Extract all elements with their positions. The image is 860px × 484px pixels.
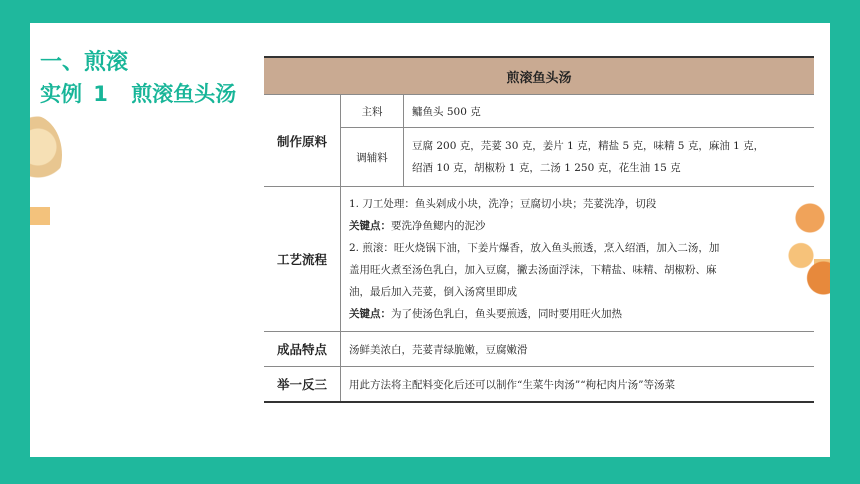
process-step-2-line: 2. 煎滚：旺火烧锅下油，下姜片爆香，放入鱼头煎透，烹入绍酒，加入二汤，加 bbox=[349, 242, 720, 254]
example-label: 实例 1 bbox=[40, 82, 108, 106]
recipe-table bbox=[264, 56, 814, 403]
key-point-label: 关键点： bbox=[349, 220, 391, 232]
table-caption: 煎滚鱼头汤 bbox=[264, 57, 814, 95]
process-category: 工艺流程 bbox=[264, 187, 341, 332]
ingredients-category: 制作原料 bbox=[264, 95, 341, 187]
key-point-text: 为了使汤色乳白，鱼头要煎透，同时要用旺火加热 bbox=[391, 308, 622, 320]
slide bbox=[30, 23, 830, 457]
decorative-graphic bbox=[30, 115, 62, 195]
process-step-2-line: 盖用旺火煮至汤色乳白，加入豆腐，撇去汤面浮沫，下精盐、味精、胡椒粉、麻 bbox=[349, 264, 717, 276]
extension-text: 用此方法将主配料变化后还可以制作“生菜牛肉汤”“枸杞肉片汤”等汤菜 bbox=[341, 367, 815, 403]
main-ingredient-value: 鳙鱼头 500 克 bbox=[404, 95, 815, 128]
aux-ingredient-label: 调辅料 bbox=[341, 128, 404, 187]
process-key-point-1 bbox=[349, 215, 806, 237]
process-key-point-2 bbox=[349, 303, 806, 325]
features-category: 成品特点 bbox=[264, 332, 341, 367]
process-step-1: 1. 刀工处理：鱼头剁成小块，洗净；豆腐切小块；芫荽洗净，切段 bbox=[349, 198, 657, 210]
aux-ingredient-value bbox=[404, 128, 815, 187]
aux-ingredient-line: 豆腐 200 克，芫荽 30 克，姜片 1 克，精盐 5 克，味精 5 克，麻油 1 克， bbox=[412, 140, 765, 152]
process-step-2-line: 油，最后加入芫荽，倒入汤窝里即成 bbox=[349, 286, 517, 298]
example-heading bbox=[40, 78, 236, 108]
extension-category: 举一反三 bbox=[264, 367, 341, 403]
decorative-stripe bbox=[30, 207, 50, 225]
example-title: 煎滚鱼头汤 bbox=[131, 82, 237, 106]
features-text: 汤鲜美浓白，芫荽青绿脆嫩，豆腐嫩滑 bbox=[341, 332, 815, 367]
aux-ingredient-line: 绍酒 10 克，胡椒粉 1 克，二汤 1 250 克，花生油 15 克 bbox=[412, 162, 681, 174]
key-point-label: 关键点： bbox=[349, 308, 391, 320]
key-point-text: 要洗净鱼鳃内的泥沙 bbox=[391, 220, 486, 232]
section-heading: 一、煎滚 bbox=[40, 50, 129, 75]
process-content bbox=[341, 187, 815, 332]
main-ingredient-label: 主料 bbox=[341, 95, 404, 128]
